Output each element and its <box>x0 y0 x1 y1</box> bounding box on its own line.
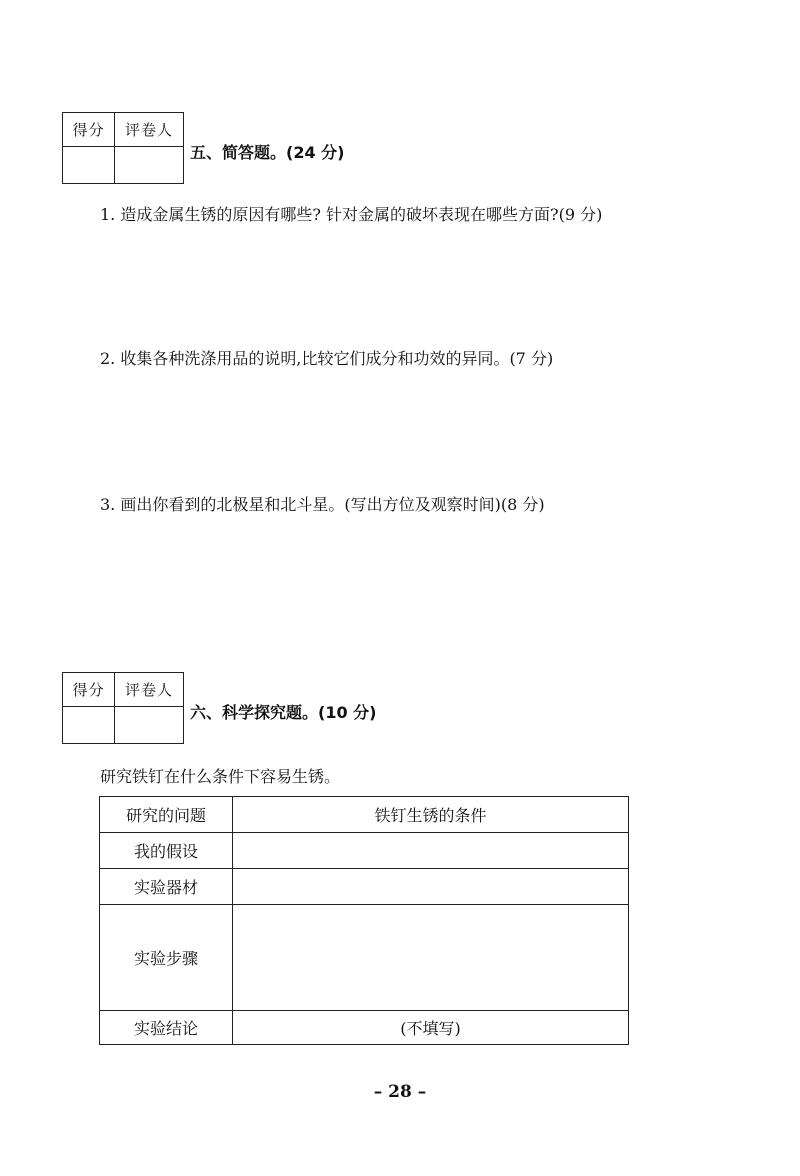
grader-label: 评卷人 <box>115 113 183 147</box>
score-box-1 <box>62 112 184 184</box>
row-label-materials: 实验器材 <box>100 869 233 905</box>
score-label: 得分 <box>63 113 115 147</box>
question-1: 1. 造成金属生锈的原因有哪些? 针对金属的破坏表现在哪些方面?(9 分) <box>100 205 603 224</box>
conclusion-cell: (不填写) <box>233 1011 629 1045</box>
row-label-steps: 实验步骤 <box>100 905 233 1011</box>
table-row <box>100 905 629 1011</box>
experiment-intro: 研究铁钉在什么条件下容易生锈。 <box>100 767 341 786</box>
page-number: – 28 – <box>373 1082 427 1102</box>
header-value: 铁钉生锈的条件 <box>233 797 629 833</box>
grader-label: 评卷人 <box>115 673 183 707</box>
score-box-2 <box>62 672 184 744</box>
score-label: 得分 <box>63 673 115 707</box>
section-5-title: 五、简答题。(24 分) <box>190 143 345 162</box>
table-row <box>100 869 629 905</box>
experiment-table <box>99 796 629 1045</box>
question-3: 3. 画出你看到的北极星和北斗星。(写出方位及观察时间)(8 分) <box>100 495 545 514</box>
score-input[interactable] <box>63 147 115 183</box>
row-label-conclusion: 实验结论 <box>100 1011 233 1045</box>
steps-answer-cell[interactable] <box>233 905 629 1011</box>
row-label-hypothesis: 我的假设 <box>100 833 233 869</box>
header-label: 研究的问题 <box>100 797 233 833</box>
grader-input[interactable] <box>115 147 183 183</box>
section-6-title: 六、科学探究题。(10 分) <box>190 703 377 722</box>
materials-answer-cell[interactable] <box>233 869 629 905</box>
score-input[interactable] <box>63 707 115 743</box>
hypothesis-answer-cell[interactable] <box>233 833 629 869</box>
table-header-row <box>100 797 629 833</box>
table-row <box>100 1011 629 1045</box>
table-row <box>100 833 629 869</box>
grader-input[interactable] <box>115 707 183 743</box>
question-2: 2. 收集各种洗涤用品的说明,比较它们成分和功效的异同。(7 分) <box>100 349 554 368</box>
